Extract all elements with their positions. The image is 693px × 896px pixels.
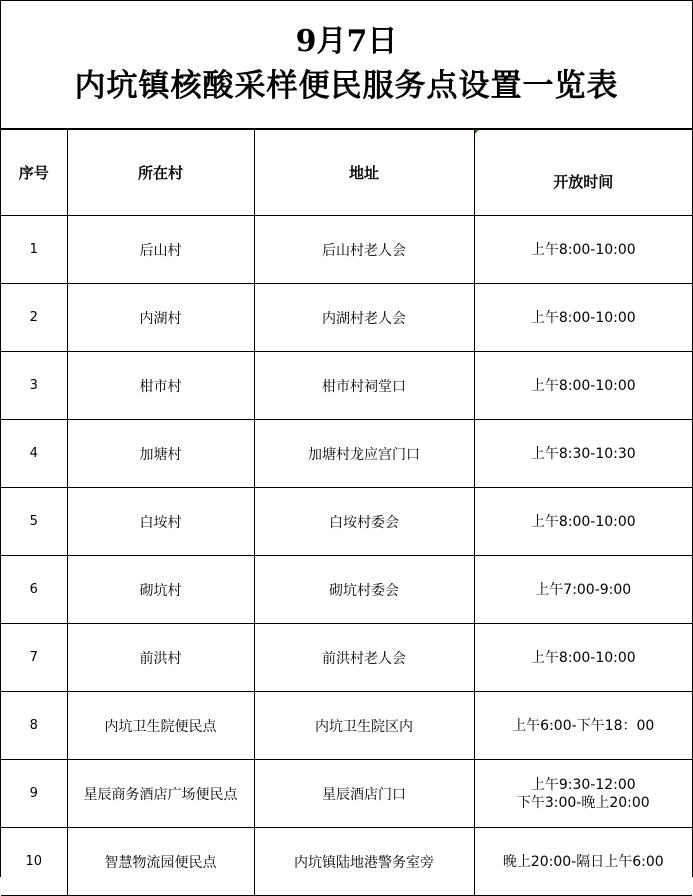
header-village: 所在村 <box>67 130 254 216</box>
table-row <box>1 420 692 488</box>
page-title: 内坑镇核酸采样便民服务点设置一览表 <box>74 67 619 104</box>
cell-seq: 1 <box>1 216 67 284</box>
table-row <box>1 556 692 624</box>
cell-hours <box>474 420 692 488</box>
header-address: 地址 <box>254 130 474 216</box>
cell-address: 前洪村老人会 <box>254 624 474 692</box>
header-hours-label: 开放时间 <box>553 173 614 191</box>
cell-address: 后山村老人会 <box>254 216 474 284</box>
cell-hours <box>474 624 692 692</box>
hours-line: 晚上20:00-隔日上午6:00 <box>502 853 664 870</box>
cell-address: 砌坑村委会 <box>254 556 474 624</box>
cell-village: 星辰商务酒店广场便民点 <box>67 760 254 828</box>
hours-line: 下午3:00-晚上20:00 <box>516 794 650 811</box>
cell-hours <box>474 760 692 828</box>
cell-village: 内坑卫生院便民点 <box>67 692 254 760</box>
cell-village: 加塘村 <box>67 420 254 488</box>
cell-seq: 10 <box>1 828 67 896</box>
cell-village: 白垵村 <box>67 488 254 556</box>
cell-hours <box>474 488 692 556</box>
cell-seq: 8 <box>1 692 67 760</box>
table-row <box>1 828 692 896</box>
cell-village: 前洪村 <box>67 624 254 692</box>
cell-hours <box>474 828 692 896</box>
hours-line: 上午8:00-10:00 <box>530 377 636 394</box>
cell-village: 柑市村 <box>67 352 254 420</box>
table-row <box>1 352 692 420</box>
table-body <box>1 216 692 896</box>
cell-seq: 6 <box>1 556 67 624</box>
header-hours <box>474 130 692 216</box>
cell-address: 内坑卫生院区内 <box>254 692 474 760</box>
cell-seq: 9 <box>1 760 67 828</box>
cell-seq: 7 <box>1 624 67 692</box>
table-header-row <box>1 130 692 216</box>
table-row <box>1 692 692 760</box>
table-row <box>1 760 692 828</box>
table-row <box>1 488 692 556</box>
sampling-points-table <box>1 129 692 896</box>
cell-hours <box>474 692 692 760</box>
cell-hours <box>474 284 692 352</box>
hours-line: 上午8:00-10:00 <box>530 309 636 326</box>
hours-line: 上午8:30-10:30 <box>530 445 636 462</box>
hours-line: 上午8:00-10:00 <box>530 241 636 258</box>
cell-seq: 4 <box>1 420 67 488</box>
page-title-date: 9月7日 <box>295 23 398 59</box>
cell-village: 智慧物流园便民点 <box>67 828 254 896</box>
cell-address: 内坑镇陆地港警务室旁 <box>254 828 474 896</box>
hours-line: 上午9:30-12:00 <box>530 776 636 793</box>
cell-village: 砌坑村 <box>67 556 254 624</box>
cell-hours <box>474 352 692 420</box>
cell-address: 白垵村委会 <box>254 488 474 556</box>
table-row <box>1 624 692 692</box>
hours-line: 上午8:00-10:00 <box>530 649 636 666</box>
cell-village: 后山村 <box>67 216 254 284</box>
cell-comment-marker <box>475 130 479 134</box>
cell-seq: 3 <box>1 352 67 420</box>
cell-hours <box>474 556 692 624</box>
cell-address: 柑市村祠堂口 <box>254 352 474 420</box>
hours-line: 上午6:00-下午18：00 <box>512 717 655 734</box>
header-seq: 序号 <box>1 130 67 216</box>
table-row <box>1 216 692 284</box>
cell-address: 加塘村龙应宫门口 <box>254 420 474 488</box>
cell-address: 内湖村老人会 <box>254 284 474 352</box>
cell-address: 星辰酒店门口 <box>254 760 474 828</box>
cell-seq: 5 <box>1 488 67 556</box>
hours-line: 上午7:00-9:00 <box>535 581 632 598</box>
table-row <box>1 284 692 352</box>
hours-line: 上午8:00-10:00 <box>530 513 636 530</box>
cell-village: 内湖村 <box>67 284 254 352</box>
cell-seq: 2 <box>1 284 67 352</box>
cell-hours <box>474 216 692 284</box>
title-block <box>1 1 692 129</box>
